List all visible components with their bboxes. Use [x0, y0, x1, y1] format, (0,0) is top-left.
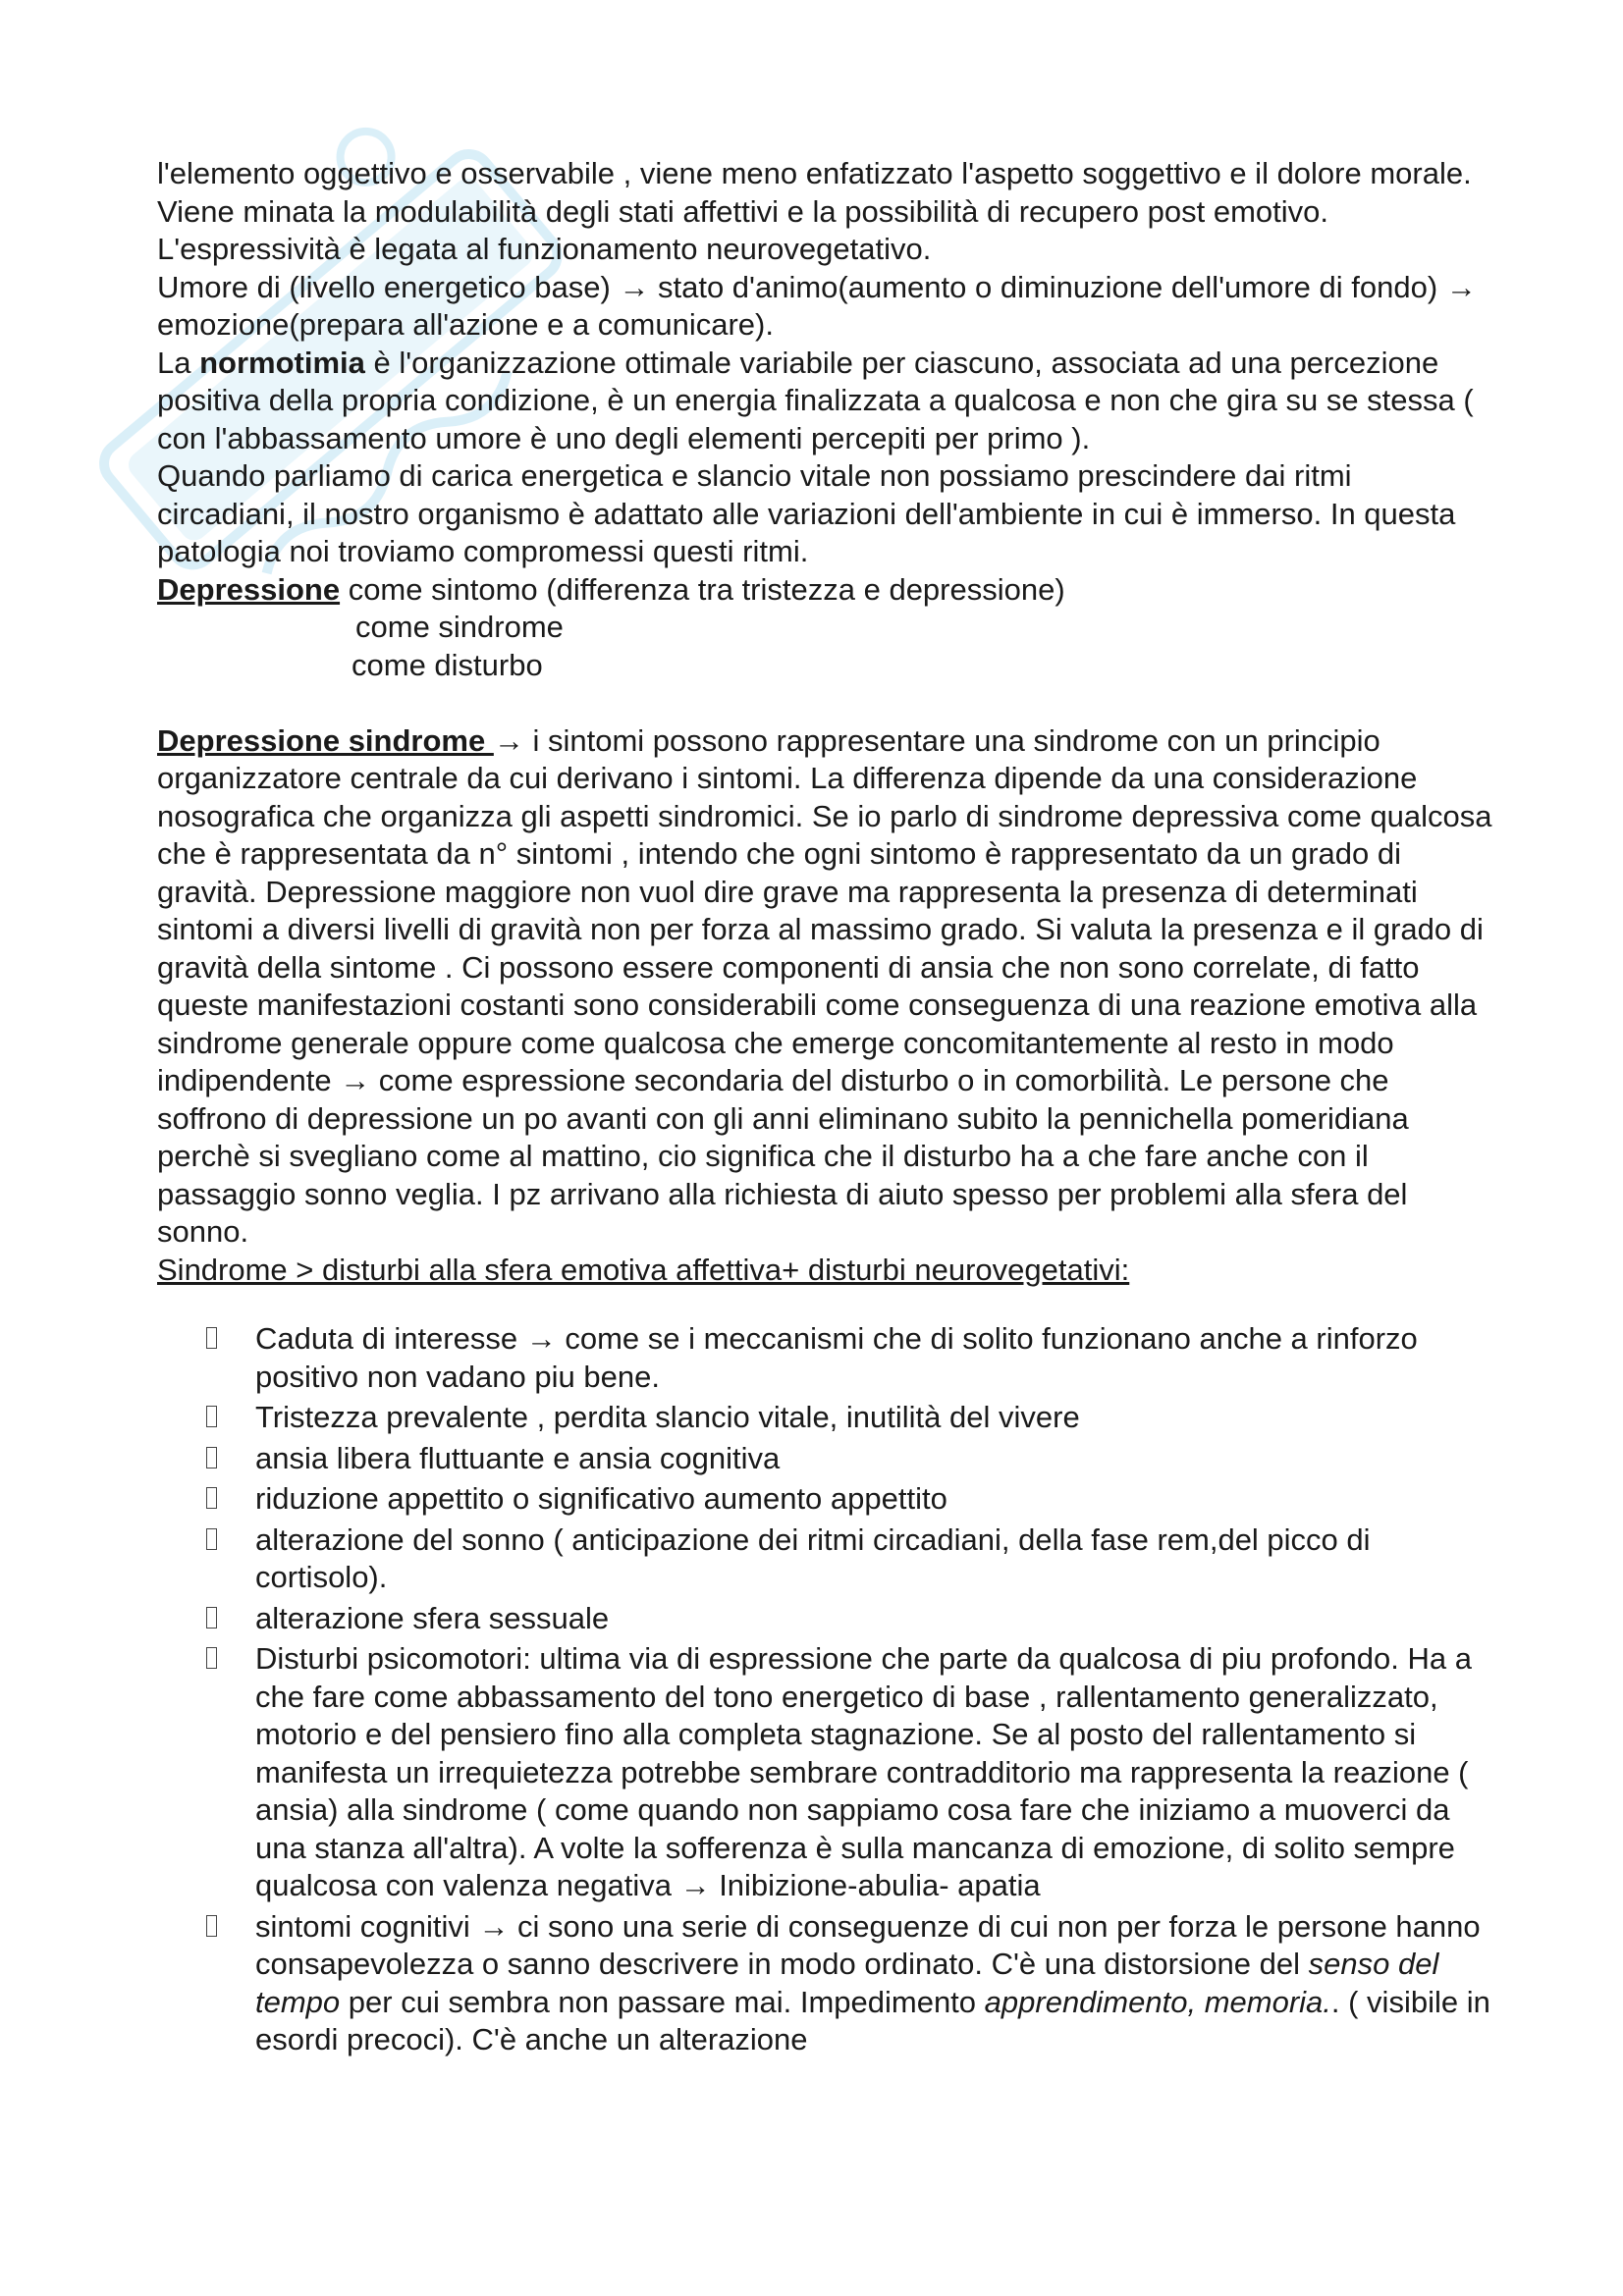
list-item-text: alterazione sfera sessuale — [255, 1600, 610, 1635]
spacer — [157, 1289, 1492, 1320]
list-item-cognitive — [157, 1908, 1492, 2059]
paragraph-normotimia — [157, 345, 1492, 458]
document-body — [157, 155, 1492, 2062]
term-normotimia: normotimia — [199, 345, 365, 380]
bullet-box-icon — [206, 1647, 217, 1669]
syndrome-heading: Sindrome > disturbi alla sfera emotiva affettiva+ disturbi neurovegetativi: — [157, 1252, 1130, 1287]
list-item — [157, 1640, 1492, 1905]
bullet-box-icon — [206, 1327, 217, 1349]
bullet-box-icon — [206, 1406, 217, 1427]
list-item-text: Caduta di interesse → come se i meccanismi che di solito funzionano anche a rinforzo positivo non vadano piu bene. — [255, 1321, 1418, 1394]
bullet-box-icon — [206, 1528, 217, 1550]
list-item — [157, 1440, 1492, 1478]
bullet-box-icon — [206, 1487, 217, 1509]
list-item-text: Disturbi psicomotori: ultima via di espressione che parte da qualcosa di piu profondo. Ha a che fare come abbassamento del tono energetico di base , rallentamento generalizzato, motorio e del pensiero fino alla completa stagnazione. Se al posto del rallentamento si manifesta un irrequietezza potrebbe sembrare contradditorio ma rappresenta la reazione ( ansia) alla sindrome ( come quando non sappiamo cosa fare che iniziamo a muoverci da una stanza all'altra). A volte la sofferenza è sulla mancanza di emozione, di solito sempre qualcosa con valenza negativa → Inibizione-abulia- apatia — [255, 1641, 1472, 1902]
paragraph-circadian: Quando parliamo di carica energetica e slancio vitale non possiamo prescindere dai ritmi circadiani, il nostro organismo è adattato alle variazioni dell'ambiente in cui è immerso. In questa patologia noi troviamo compromessi questi ritmi. — [157, 458, 1456, 568]
cognitive-italic-memory: apprendimento, memoria. — [984, 1984, 1331, 2019]
list-item — [157, 1320, 1492, 1396]
cognitive-text-3: . ( visibile in esordi precoci). C'è anche un alterazione — [255, 1984, 1490, 2056]
list-item-text: alterazione del sonno ( anticipazione dei ritmi circadiani, della fase rem,del picco di cortisolo). — [255, 1522, 1371, 1594]
cognitive-text-2: per cui sembra non passare mai. Impedimento — [340, 1984, 985, 2019]
cognitive-text-1: sintomi cognitivi → ci sono una serie di conseguenze di cui non per forza le persone hanno consapevolezza o sanno descrivere in modo ordinato. C'è una distorsione del — [255, 1908, 1481, 1981]
bullet-box-icon — [206, 1915, 217, 1937]
list-item — [157, 1522, 1492, 1597]
depression-line-disorder: come disturbo — [352, 647, 543, 682]
list-item-text: ansia libera fluttuante e ansia cognitiva — [255, 1440, 781, 1475]
list-item-text: Tristezza prevalente , perdita slancio vitale, inutilità del vivere — [255, 1400, 1080, 1434]
term-depressione: Depressione — [157, 571, 341, 607]
bullet-box-icon — [206, 1607, 217, 1629]
normotimia-text: è l'organizzazione ottimale variabile per ciascuno, associata ad una percezione positiva della propria condizione, è un energia finalizzata a qualcosa e non che gira su se stessa ( con l'abbassamento umore è uno degli elementi percepiti per primo ). — [157, 345, 1474, 455]
paragraph-depression-syndrome — [157, 722, 1492, 1252]
spacer — [157, 684, 1492, 722]
symptom-list — [157, 1320, 1492, 2059]
paragraph-mood-levels: Umore di (livello energetico base) → stato d'animo(aumento o diminuzione dell'umore di fondo) → emozione(prepara all'azione e a comunicare). — [157, 269, 1477, 342]
depression-syndrome-text: → i sintomi possono rappresentare una sindrome con un principio organizzatore centrale da cui derivano i sintomi. La differenza dipende da una considerazione nosografica che organizza gli aspetti sindromici. Se io parlo di sindrome depressiva come qualcosa che è rappresentata da n° sintomi , intendo che ogni sintomo è rappresentato da un grado di gravità. Depressione maggiore non vuol dire grave ma rappresenta la presenza di determinati sintomi a diversi livelli di gravità non per forza al massimo grado. Si valuta la presenza e il grado di gravità della sintome . Ci possono essere componenti di ansia che non sono correlate, di fatto queste manifestazioni costanti sono considerabili come conseguenza di una reazione emotiva alla sindrome generale oppure come qualcosa che emerge concomitantemente al resto in modo indipendente → come espressione secondaria del disturbo o in comorbilità. Le persone che soffrono di depressione un po avanti con gli anni eliminano subito la pennichella pomeridiana perchè si svegliano come al mattino, cio significa che il disturbo ha a che fare anche con il passaggio sonno veglia. I pz arrivano alla richiesta di aiuto spesso per problemi alla sfera del sonno. — [157, 722, 1492, 1249]
list-item-text: riduzione appettito o significativo aumento appettito — [255, 1481, 947, 1516]
bullet-box-icon — [206, 1447, 217, 1468]
list-item — [157, 1480, 1492, 1519]
depression-line-syndrome: come sindrome — [355, 610, 564, 644]
depression-line-symptom — [157, 571, 1492, 610]
depression-symptom-text: come sintomo (differenza tra tristezza e depressione) — [340, 571, 1065, 607]
term-depressione-sindrome: Depressione sindrome — [157, 722, 494, 758]
list-item — [157, 1600, 1492, 1638]
cognitive-italic-time: senso del tempo — [255, 1947, 1439, 2019]
paragraph-intro: l'elemento oggettivo e osservabile , viene meno enfatizzato l'aspetto soggettivo e il dolore morale. Viene minata la modulabilità degli stati affettivi e la possibilità di recupero post emotivo. L'espressività è legata al funzionamento neurovegetativo. — [157, 156, 1472, 266]
list-item — [157, 1399, 1492, 1437]
normotimia-pre: La — [157, 345, 200, 380]
